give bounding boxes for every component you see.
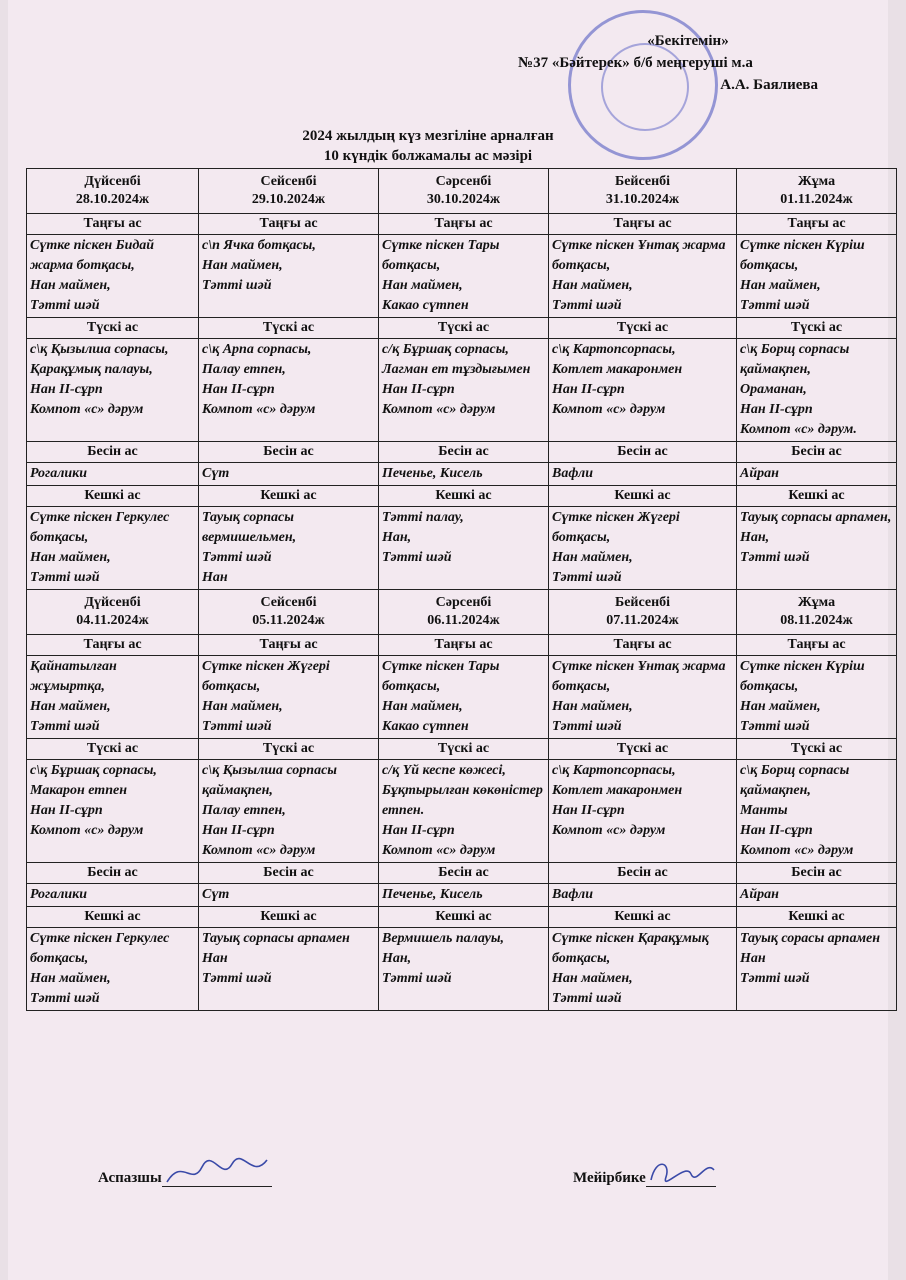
menu-cell: с\қ Картопсорпасы, Котлет макаронмен Нан ІІ-сұрп Компот «с» дәрум bbox=[549, 339, 737, 442]
menu-cell: с/қ Бұршақ сорпасы, Лагман ет тұздығымен Нан ІІ-сұрп Компот «с» дәрум bbox=[379, 339, 549, 442]
approval-heading: «Бекітемін» bbox=[647, 33, 729, 49]
breakfast-row bbox=[27, 235, 897, 318]
meal-label: Таңғы ас bbox=[27, 214, 199, 235]
breakfast-row bbox=[27, 656, 897, 739]
menu-cell: Сүтке піскен Күріш ботқасы, Нан маймен, Тәтті шәй bbox=[737, 235, 897, 318]
days-header-row bbox=[27, 169, 897, 214]
day-header bbox=[549, 590, 737, 635]
menu-cell: Сүтке піскен Тары ботқасы, Нан маймен, Какао сүтпен bbox=[379, 656, 549, 739]
meal-label: Таңғы ас bbox=[27, 635, 199, 656]
meal-label: Түскі ас bbox=[737, 318, 897, 339]
meal-label: Түскі ас bbox=[549, 318, 737, 339]
cook-signature bbox=[98, 1170, 272, 1187]
signature-scribble bbox=[162, 1152, 272, 1192]
approval-name: А.А. Баялиева bbox=[720, 77, 818, 93]
day-header bbox=[737, 169, 897, 214]
title-line-1: 2024 жылдың күз мезгіліне арналған bbox=[302, 128, 554, 144]
menu-cell: Сүтке піскен Қарақұмық ботқасы, Нан маймен, Тәтті шәй bbox=[549, 928, 737, 1011]
menu-cell: Сүтке піскен Ұнтақ жарма ботқасы, Нан маймен, Тәтті шәй bbox=[549, 235, 737, 318]
menu-cell: Вермишель палауы, Нан, Тәтті шәй bbox=[379, 928, 549, 1011]
menu-cell: Қайнатылған жұмыртқа, Нан маймен, Тәтті шәй bbox=[27, 656, 199, 739]
meal-label: Таңғы ас bbox=[199, 214, 379, 235]
menu-cell: с/қ Үй кеспе көжесі, Бұқтырылған көкөністер етпен. Нан ІІ-сұрп Компот «с» дәрум bbox=[379, 760, 549, 863]
menu-cell: с\қ Картопсорпасы, Котлет макаронмен Нан ІІ-сұрп Компот «с» дәрум bbox=[549, 760, 737, 863]
menu-cell: Сүтке піскен Тары ботқасы, Нан маймен, Какао сүтпен bbox=[379, 235, 549, 318]
lunch-row bbox=[27, 339, 897, 442]
day-date: 06.11.2024ж bbox=[427, 613, 500, 628]
signature-scribble bbox=[646, 1152, 716, 1192]
day-header bbox=[379, 169, 549, 214]
snack-row bbox=[27, 884, 897, 907]
dinner-row bbox=[27, 928, 897, 1011]
days-header-row bbox=[27, 590, 897, 635]
day-name: Бейсенбі bbox=[614, 595, 671, 610]
day-name: Сейсенбі bbox=[260, 174, 317, 189]
meal-label: Бесін ас bbox=[199, 442, 379, 463]
menu-cell: с\п Ячка ботқасы, Нан маймен, Тәтті шәй bbox=[199, 235, 379, 318]
menu-cell: Айран bbox=[737, 884, 897, 907]
meal-label: Кешкі ас bbox=[379, 907, 549, 928]
meal-label: Бесін ас bbox=[737, 442, 897, 463]
menu-cell: с\қ Борщ сорпасы қаймақпен, Манты Нан ІІ-сұрп Компот «с» дәрум bbox=[737, 760, 897, 863]
menu-cell: с\қ Борщ сорпасы қаймақпен, Ораманан, Нан ІІ-сұрп Компот «с» дәрум. bbox=[737, 339, 897, 442]
menu-cell: Тауық сорпасы вермишельмен, Тәтті шәй Нан bbox=[199, 507, 379, 590]
meal-label: Бесін ас bbox=[27, 442, 199, 463]
menu-cell: Тәтті палау, Нан, Тәтті шәй bbox=[379, 507, 549, 590]
meal-label: Түскі ас bbox=[737, 739, 897, 760]
meal-label: Бесін ас bbox=[379, 442, 549, 463]
title-line-2: 10 күндік болжамалы ас мәзірі bbox=[323, 148, 533, 164]
dinner-label-row bbox=[27, 907, 897, 928]
meal-label: Кешкі ас bbox=[549, 486, 737, 507]
meal-label: Таңғы ас bbox=[199, 635, 379, 656]
day-date: 01.11.2024ж bbox=[780, 192, 853, 207]
day-header bbox=[199, 169, 379, 214]
meal-label: Кешкі ас bbox=[27, 907, 199, 928]
menu-cell: Сүтке піскен Күріш ботқасы, Нан маймен, Тәтті шәй bbox=[737, 656, 897, 739]
lunch-row bbox=[27, 760, 897, 863]
day-header bbox=[27, 590, 199, 635]
menu-cell: Рогалики bbox=[27, 884, 199, 907]
menu-cell: с\қ Қызылша сорпасы, Қарақұмық палауы, Нан ІІ-сұрп Компот «с» дәрум bbox=[27, 339, 199, 442]
day-name: Дүйсенбі bbox=[84, 595, 141, 610]
day-name: Жұма bbox=[797, 174, 836, 189]
menu-cell: Сүтке піскен Жүгері ботқасы, Нан маймен, Тәтті шәй bbox=[549, 507, 737, 590]
menu-cell: с\қ Қызылша сорпасы қаймақпен, Палау етпен, Нан ІІ-сұрп Компот «с» дәрум bbox=[199, 760, 379, 863]
meal-label: Кешкі ас bbox=[379, 486, 549, 507]
day-date: 04.11.2024ж bbox=[76, 613, 149, 628]
meal-label: Таңғы ас bbox=[379, 635, 549, 656]
meal-label: Түскі ас bbox=[27, 739, 199, 760]
breakfast-label-row bbox=[27, 635, 897, 656]
day-date: 05.11.2024ж bbox=[252, 613, 325, 628]
day-name: Сәрсенбі bbox=[435, 595, 492, 610]
menu-table bbox=[26, 168, 897, 1011]
day-date: 30.10.2024ж bbox=[426, 192, 501, 207]
menu-cell: Сүтке піскен Бидай жарма ботқасы, Нан маймен, Тәтті шәй bbox=[27, 235, 199, 318]
menu-cell: с\қ Бұршақ сорпасы, Макарон етпен Нан ІІ-сұрп Компот «с» дәрум bbox=[27, 760, 199, 863]
meal-label: Түскі ас bbox=[199, 739, 379, 760]
menu-cell: Сүтке піскен Ұнтақ жарма ботқасы, Нан маймен, Тәтті шәй bbox=[549, 656, 737, 739]
dinner-label-row bbox=[27, 486, 897, 507]
nurse-label: Мейірбике bbox=[573, 1170, 646, 1186]
meal-label: Түскі ас bbox=[549, 739, 737, 760]
meal-label: Кешкі ас bbox=[27, 486, 199, 507]
meal-label: Бесін ас bbox=[379, 863, 549, 884]
approval-block bbox=[508, 30, 848, 96]
meal-label: Бесін ас bbox=[549, 863, 737, 884]
meal-label: Бесін ас bbox=[549, 442, 737, 463]
day-header bbox=[199, 590, 379, 635]
day-date: 31.10.2024ж bbox=[605, 192, 680, 207]
menu-cell: с\қ Арпа сорпасы, Палау етпен, Нан ІІ-сұрп Компот «с» дәрум bbox=[199, 339, 379, 442]
menu-cell: Сүтке піскен Геркулес ботқасы, Нан маймен, Тәтті шәй bbox=[27, 507, 199, 590]
menu-cell: Сүтке піскен Геркулес ботқасы, Нан маймен, Тәтті шәй bbox=[27, 928, 199, 1011]
meal-label: Түскі ас bbox=[27, 318, 199, 339]
day-name: Сәрсенбі bbox=[435, 174, 492, 189]
meal-label: Түскі ас bbox=[199, 318, 379, 339]
meal-label: Бесін ас bbox=[737, 863, 897, 884]
menu-cell: Вафли bbox=[549, 463, 737, 486]
menu-cell: Рогалики bbox=[27, 463, 199, 486]
meal-label: Кешкі ас bbox=[199, 907, 379, 928]
meal-label: Түскі ас bbox=[379, 318, 549, 339]
menu-cell: Тауық сорасы арпамен Нан Тәтті шәй bbox=[737, 928, 897, 1011]
meal-label: Кешкі ас bbox=[199, 486, 379, 507]
meal-label: Таңғы ас bbox=[549, 214, 737, 235]
day-header bbox=[379, 590, 549, 635]
day-name: Дүйсенбі bbox=[84, 174, 141, 189]
snack-label-row bbox=[27, 863, 897, 884]
menu-cell: Сүт bbox=[199, 884, 379, 907]
day-header bbox=[737, 590, 897, 635]
dinner-row bbox=[27, 507, 897, 590]
breakfast-label-row bbox=[27, 214, 897, 235]
meal-label: Таңғы ас bbox=[379, 214, 549, 235]
approval-position: №37 «Бәйтерек» б/б меңгеруші м.а bbox=[518, 55, 753, 71]
menu-title bbox=[208, 126, 648, 166]
menu-cell: Печенье, Кисель bbox=[379, 884, 549, 907]
menu-sheet bbox=[8, 0, 892, 1280]
meal-label: Түскі ас bbox=[379, 739, 549, 760]
meal-label: Бесін ас bbox=[199, 863, 379, 884]
day-date: 29.10.2024ж bbox=[251, 192, 326, 207]
meal-label: Бесін ас bbox=[27, 863, 199, 884]
day-header bbox=[27, 169, 199, 214]
menu-cell: Сүтке піскен Жүгері ботқасы, Нан маймен, Тәтті шәй bbox=[199, 656, 379, 739]
meal-label: Кешкі ас bbox=[737, 486, 897, 507]
day-name: Сейсенбі bbox=[260, 595, 317, 610]
menu-cell: Тауық сорпасы арпамен Нан Тәтті шәй bbox=[199, 928, 379, 1011]
day-date: 08.11.2024ж bbox=[780, 613, 853, 628]
menu-cell: Вафли bbox=[549, 884, 737, 907]
menu-cell: Тауық сорпасы арпамен, Нан, Тәтті шәй bbox=[737, 507, 897, 590]
day-date: 07.11.2024ж bbox=[606, 613, 679, 628]
meal-label: Таңғы ас bbox=[737, 635, 897, 656]
snack-row bbox=[27, 463, 897, 486]
cook-label: Аспазшы bbox=[98, 1170, 162, 1186]
meal-label: Таңғы ас bbox=[737, 214, 897, 235]
lunch-label-row bbox=[27, 739, 897, 760]
meal-label: Кешкі ас bbox=[549, 907, 737, 928]
nurse-signature bbox=[573, 1170, 716, 1187]
day-name: Жұма bbox=[797, 595, 836, 610]
day-header bbox=[549, 169, 737, 214]
menu-cell: Айран bbox=[737, 463, 897, 486]
meal-label: Кешкі ас bbox=[737, 907, 897, 928]
day-date: 28.10.2024ж bbox=[75, 192, 150, 207]
meal-label: Таңғы ас bbox=[549, 635, 737, 656]
menu-cell: Сүт bbox=[199, 463, 379, 486]
day-name: Бейсенбі bbox=[614, 174, 671, 189]
menu-cell: Печенье, Кисель bbox=[379, 463, 549, 486]
snack-label-row bbox=[27, 442, 897, 463]
lunch-label-row bbox=[27, 318, 897, 339]
